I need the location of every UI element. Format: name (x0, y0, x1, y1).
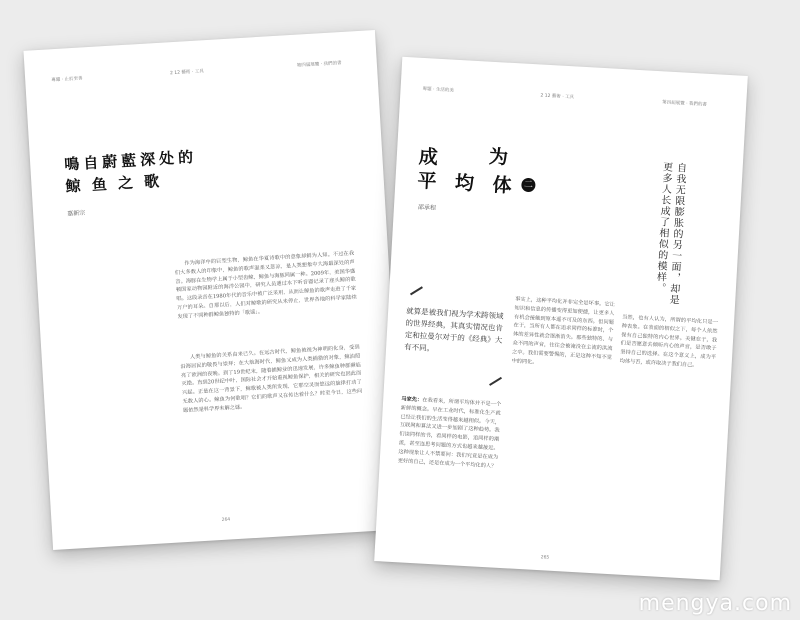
left-magazine-page (23, 30, 404, 550)
article-title-line2: 鲸 鱼 之 歌 (65, 171, 163, 196)
article-author: 邵承程 (417, 203, 437, 212)
body-column-2: 事实上，这种平均化并非完全是坏事。它让知识和信息的传播变得更加便捷，让更多人有机会接触到原本遥不可及的东西。但问题在于，当所有人都在追求同样的标准时，个体的差异性就会逐渐消失。那些独特的、与众不同的声音，往往会被淹没在主流的洪流之中。我们需要警惕的，正是这种不知不觉中的同化。 (511, 296, 616, 366)
body-column-3: 当然，也有人认为，所谓的平均化只是一种表象。在表面的相似之下，每个人依然保有自己独特的内心世界。关键在于，我们是否愿意去倾听内心的声音，是否敢于坚持自己的选择。在这个意义上，成为平均体与否，或许取决于我们自己。 (619, 314, 719, 369)
right-header-section: 專題 · 生活的美 (422, 86, 454, 94)
article-title-char-2: 为 (488, 145, 513, 169)
body-column-1-text: 在我看来，所谓平均体并不是一个新鲜的概念。早在工业时代，标准化生产就已经让我们的生活变得越来越相似。今天，互联网和算法又进一步加剧了这种趋势。我们读同样的书，看同样的电影，追同样的潮流，甚至连思考问题的方式也越来越接近。这种现象让人不禁要问：我们究竟是在成为更好的自己，还是在成为一个平均化的人？ (397, 397, 502, 470)
body-paragraph-2: 人类与鲸鱼的关系由来已久。在远古时代，鲸鱼被视为神明的化身，受到沿海居民的敬畏与崇拜；在大航海时代，鲸鱼又成为人类捕猎的对象，鲸油照亮了欧洲的夜晚。到了19世纪末，随着捕鲸业的迅速发展，许多鲸鱼种群濒临灭绝。直到20世纪中叶，国际社会才开始重视鲸鱼保护，相关的研究也因此而兴起。正是在这一背景下，鲸歌被人类所发现，它那空灵而悠远的旋律打动了无数人的心。鲸鱼为何歌唱？它们的歌声又在传达着什么？时至今日，这些问题依然是科学界未解之谜。 (180, 344, 363, 414)
slash-decoration-1 (410, 286, 423, 295)
page-number: 264 (221, 517, 231, 523)
side-quote: 自我无限膨胀的另一面，却是更多人长成了相似的模样。 (653, 161, 686, 306)
right-header-center: 2 12 藝術 · 工具 (540, 93, 575, 101)
body-paragraph-1: 作为海洋中的巨型生物，鲸鱼在华夏诗歌中的意象却鲜为人知。不过在我们大多数人的印象中，鲸鱼的歌声温柔又悲凉，是人类想象中大海最深处的声音。海豚在生物学上属于小型齿鲸，鲸鱼与海豚同属一种。2009年，美国华盛顿国家动物园附近的海洋公园中，研究人员通过水下听音器记录了座头鲸的歌唱。这段录音在1980年代的音乐中被广泛采用，从而让鲸鱼的歌声走进了千家万户的耳朵。自那以后，人们对鲸歌的研究从未停止，世界各地的科学家陆续发现了不同种群鲸鱼独特的「歌谣」。 (174, 250, 357, 320)
speaker-name: 马家先： (401, 396, 423, 404)
slash-decoration-2 (489, 377, 502, 386)
pull-quote: 就算是被我们视为学术跨领域的世界经典，其真实情况也肯定和拉曼尔对于的《经典》大有不同。 (403, 306, 504, 353)
article-author: 嘉新宗 (67, 209, 86, 218)
article-title-line1: 鳴自蔚藍深处的 (63, 147, 198, 174)
left-header-right: 第四屆展覽 · 我們的書 (296, 61, 342, 69)
body-column-1 (393, 395, 501, 550)
right-header-right: 第四屆展覽 · 我們的書 (662, 100, 708, 108)
article-title-line2: 平 均 体 (416, 169, 519, 198)
left-header-section: 專題 · 止於至善 (51, 76, 83, 84)
article-title-char-1: 成 (418, 145, 443, 170)
left-header-center: 2 12 藝術 · 工具 (169, 69, 204, 77)
series-number-badge: 二 (521, 178, 536, 193)
right-magazine-page (374, 57, 748, 581)
page-number: 265 (540, 555, 550, 561)
site-watermark: mengya.com (638, 591, 792, 616)
